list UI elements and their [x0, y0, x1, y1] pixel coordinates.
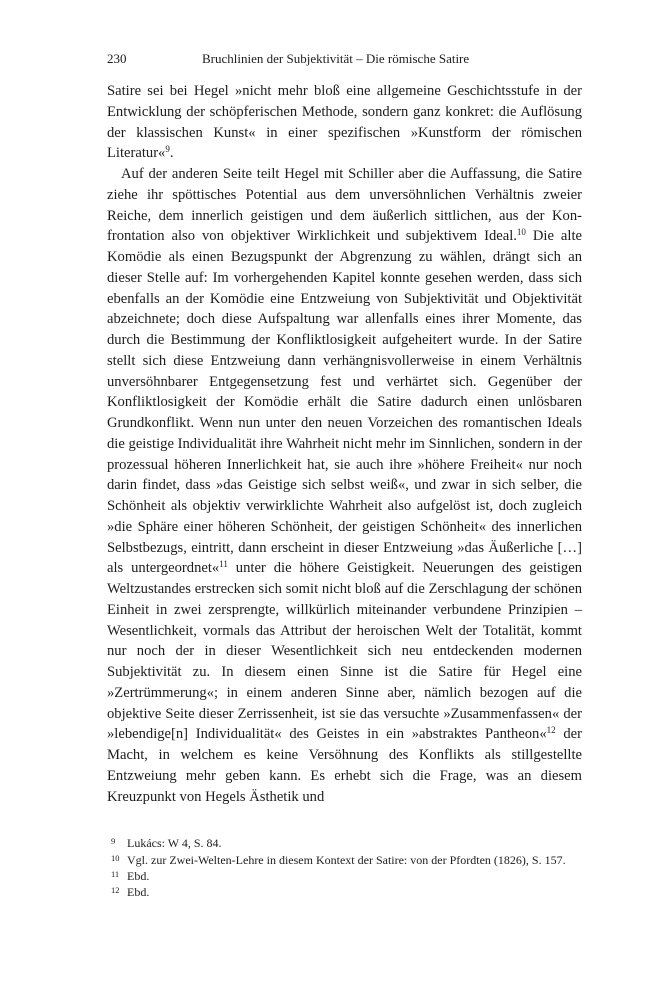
footnote-11: 11 Ebd.: [111, 869, 150, 884]
footnote-text: Ebd.: [127, 869, 150, 884]
paragraph-2-text-d: der Macht, in welchem es keine Versöhnung des Konflikts als stillgestellte Entzweiung mehr geben kann. Es erhebt sich die Frage, was an diesem Kreuzpunkt von Hegels Ästhetik und: [107, 726, 582, 805]
footnote-text: Ebd.: [127, 885, 150, 900]
footnotes: [107, 835, 582, 901]
footnote-10: 10 Vgl. zur Zwei-Welten-Lehre in diesem Kontext der Satire: von der Pfordten (1826), S. 157.: [111, 852, 566, 867]
body-text: [107, 81, 582, 807]
paragraph-1: [107, 81, 582, 164]
footnote-9: 9 Lukács: W 4, S. 84.: [111, 836, 222, 851]
paragraph-2-text-b: Die alte Komödie als einen Bezugspunkt der Abgrenzung zu wählen, drängt sich an dieser Stelle auf: Im vorhergehenden Kapitel konnte gesehen werden, dass sich ebenfalls an der Komödie eine Entzweiung von Subjektivität und Objektivität abzeichnete; doch diese Aufspaltung war allenfalls eines ihrer Momente, das durch die Bestimmung der Konfliktlosigkeit aufgeheitert wurde. In der Satire stellt sich diese Entzweiung dann verhängnisvollerweise in einem Verhältnis unversöhnbarer Entgegensetzung fest und verhärtet sich. Gegenüber der Konfliktlosigkeit der Komödie erhält die Satire dadurch einen unlösbaren Grundkonflikt. Wenn nun unter den neuen Vorzeichen des romantischen Ideals die geistige Individualität ihre Wahrheit nicht mehr im Sinnlichen, sondern in der prozessual höheren Innerlichkeit hat, sie auch ihre »höhere Freiheit« nur noch darin findet, dass »das Geistige sich selbst weiß«, und zwar in sich selber, die Schönheit als objektiv verwirklichte Wahrheit also aufgelöst ist, doch zugleich »die Sphäre einer höheren Schönheit, der geistigen Schönheit« des innerlichen Selbstbezugs, eintritt, dann erscheint in dieser Entzweiung »das Äußerliche […] als untergeordnet«: [107, 228, 582, 577]
footnote-12: 12 Ebd.: [111, 885, 150, 900]
footnote-ref-9[interactable]: 9: [165, 144, 170, 155]
paragraph-1-text-b: .: [169, 145, 174, 162]
page-header: [107, 48, 582, 70]
paragraph-2: [107, 164, 582, 807]
paragraph-2-text-c: unter die höhere Geistigkeit. Neuerungen des geistigen Weltzustandes erstrecken sich somit nicht bloß auf die Zerschlagung der schönen Einheit in zwei zersprengte, willkürlich miteinander verbundene Prinzipien – Wesentlichkeit, vormals das Attribut der heroischen Welt der Totalität, kommt nur noch der in dieser Wesentlichkeit sich neu entdeckenden modernen Subjektivität zu. In diesem einen Sinne ist die Satire für Hegel eine »Zertrümmerung«; in einem anderen Sinne aber, nämlich bezogen auf die objektive Seite dieser Zerrissenheit, ist sie das versuchte »Zusammenfassen« der »lebendige[n] Individualität« des Geistes in ein »abstraktes Pantheon«: [107, 560, 582, 743]
footnote-text: Lukács: W 4, S. 84.: [127, 836, 222, 851]
page-number: 230: [107, 51, 127, 66]
footnote-ref-12[interactable]: 12: [546, 725, 556, 736]
footnote-text: Vgl. zur Zwei-Welten-Lehre in diesem Kontext der Satire: von der Pfordten (1826), S. 157.: [127, 852, 566, 867]
footnote-ref-11[interactable]: 11: [219, 559, 228, 570]
paragraph-2-text-a: Auf der anderen Seite teilt Hegel mit Schiller aber die Auffassung, die Satire ziehe ihr spöttisches Potential aus dem unversöhnlichen Verhältnis zweier Reiche, dem innerlich geistigen und dem äußerlich sittlichen, aus der Konfrontation also von objektiver Wirklichkeit und subjektivem Ideal.: [107, 166, 582, 245]
footnote-ref-10[interactable]: 10: [516, 227, 526, 238]
paragraph-1-text-a: Satire sei bei Hegel »nicht mehr bloß eine allgemeine Geschichtsstufe in der Entwicklung der schöpferischen Methode, sondern ganz konkret: die Auflösung der klassischen Kunst« in einer spezifischen »Kunstform der römischen Literatur«: [107, 83, 582, 162]
book-page: [107, 48, 582, 901]
running-head: Bruchlinien der Subjektivität – Die römische Satire: [202, 51, 470, 66]
